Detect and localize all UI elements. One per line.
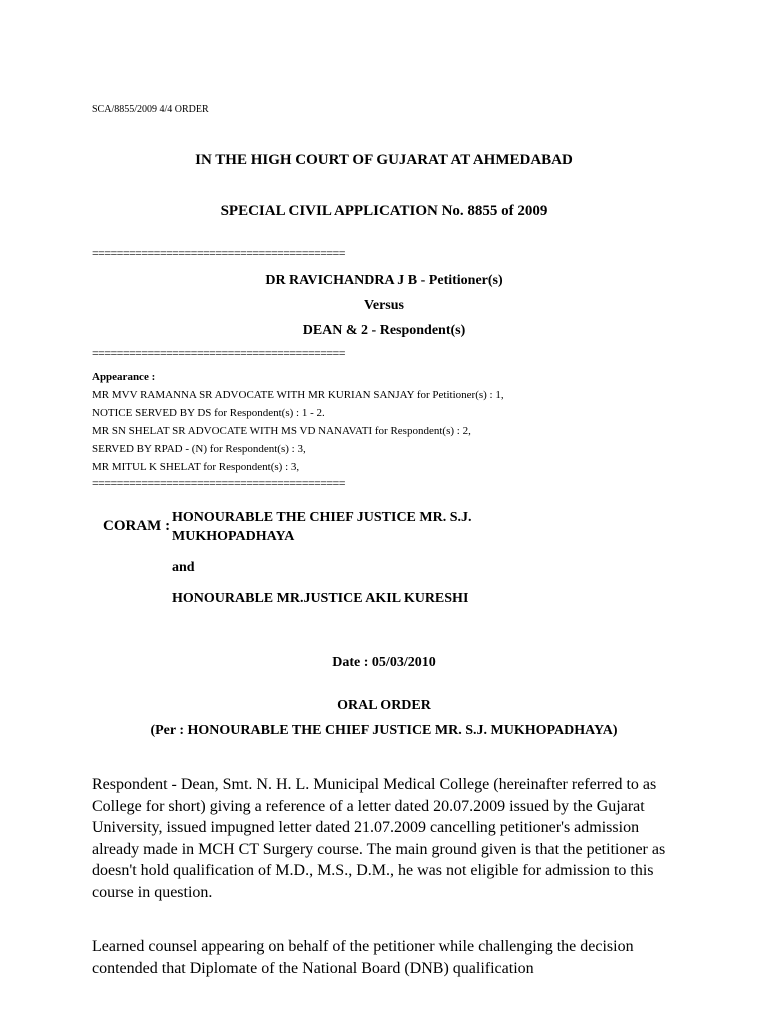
petitioner-line: DR RAVICHANDRA J B - Petitioner(s) (265, 273, 503, 288)
coram-judge-1: HONOURABLE THE CHIEF JUSTICE MR. S.J. MUKHOPADHAYA (172, 510, 472, 544)
versus-line: Versus (364, 298, 404, 313)
appearance-line: SERVED BY RPAD - (N) for Respondent(s) : 3, (92, 443, 306, 455)
separator-line: ========================================= (92, 476, 345, 490)
appearance-title: Appearance : (92, 371, 156, 383)
respondent-line: DEAN & 2 - Respondent(s) (302, 323, 466, 338)
coram-judge-2: HONOURABLE MR.JUSTICE AKIL KURESHI (172, 591, 469, 606)
separator-line: ========================================= (92, 346, 345, 360)
appearance-line: MR MVV RAMANNA SR ADVOCATE WITH MR KURIAN SANJAY for Petitioner(s) : 1, (92, 389, 504, 401)
document-reference: SCA/8855/2009 4/4 ORDER (92, 104, 209, 115)
body-paragraph: Learned counsel appearing on behalf of the petitioner while challenging the decision contended that Diplomate of the National Board (DNB) qualification (92, 938, 634, 977)
order-date: Date : 05/03/2010 (332, 655, 436, 670)
case-title: SPECIAL CIVIL APPLICATION No. 8855 of 2009 (220, 203, 548, 219)
coram-and: and (172, 560, 195, 575)
coram-label: CORAM : (103, 518, 171, 534)
appearance-section (92, 368, 504, 476)
separator-line: ========================================= (92, 246, 345, 260)
court-heading: IN THE HIGH COURT OF GUJARAT AT AHMEDABAD (195, 152, 573, 168)
appearance-line: MR SN SHELAT SR ADVOCATE WITH MS VD NANAVATI for Respondent(s) : 2, (92, 425, 471, 437)
body-paragraph: Respondent - Dean, Smt. N. H. L. Municipal Medical College (hereinafter referred to as College for short) giving a reference of a letter dated 20.07.2009 issued by the Gujarat University, issued impugned letter dated 21.07.2009 cancelling petitioner's admission already made in MCH CT Surgery course. The main ground given is that the petitioner as doesn't hold qualification of M.D., M.S., D.M., he was not eligible for admission to this course in question. (92, 776, 666, 901)
appearance-line: MR MITUL K SHELAT for Respondent(s) : 3, (92, 461, 300, 473)
order-per: (Per : HONOURABLE THE CHIEF JUSTICE MR. S.J. MUKHOPADHAYA) (150, 723, 618, 738)
appearance-line: NOTICE SERVED BY DS for Respondent(s) : 1 - 2. (92, 407, 325, 419)
order-title: ORAL ORDER (337, 698, 431, 713)
